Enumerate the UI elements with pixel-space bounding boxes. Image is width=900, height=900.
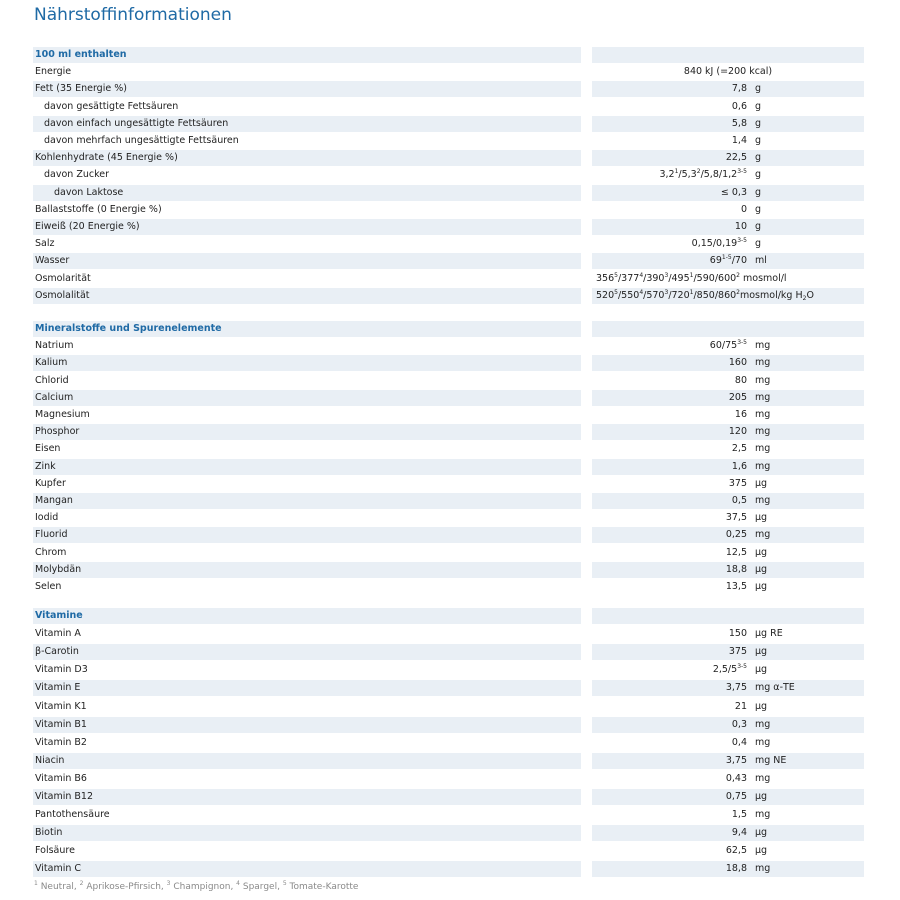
row-value: ≤ 0,3	[720, 186, 747, 198]
row-value: 0,6	[731, 100, 747, 112]
row-value: 2,5/5$^{3-5}$	[712, 663, 747, 676]
table-row	[33, 99, 864, 115]
row-value-cell	[592, 219, 864, 235]
row-label-cell	[33, 338, 581, 354]
row-label-cell	[33, 133, 581, 149]
row-label-cell	[33, 493, 581, 509]
row-value: 150	[728, 628, 747, 640]
table-row	[33, 459, 864, 475]
row-value: 375	[728, 477, 747, 489]
row-label: Kohlenhydrate (45 Energie %)	[35, 152, 178, 164]
row-unit: mg	[755, 426, 771, 438]
row-label: davon mehrfach ungesättigte Fettsäuren	[44, 135, 239, 146]
row-unit: g	[755, 169, 762, 181]
row-value-cell	[592, 527, 864, 543]
row-value-cell	[592, 236, 864, 252]
row-unit: µg	[755, 664, 768, 676]
row-unit: mg	[755, 809, 771, 821]
row-unit: mg	[755, 443, 771, 455]
section-header-value-cell	[592, 321, 864, 337]
row-value-cell	[592, 355, 864, 371]
row-value: 7,8	[731, 83, 747, 95]
row-label: Osmolarität	[35, 272, 91, 284]
row-value: 5,8	[731, 117, 747, 129]
table-row	[33, 626, 864, 642]
row-label-cell	[33, 735, 581, 751]
row-unit: mg	[755, 460, 771, 472]
row-label-cell	[33, 753, 581, 769]
row-unit: mg	[755, 863, 771, 875]
section-header-value-cell	[592, 608, 864, 624]
row-value-cell	[592, 424, 864, 440]
row-label-cell	[33, 219, 581, 235]
row-label: Kalium	[35, 357, 68, 369]
row-label-cell	[33, 579, 581, 595]
row-unit: mg	[755, 409, 771, 420]
row-unit: µg RE	[755, 628, 783, 640]
row-label: Ballaststoffe (0 Energie %)	[35, 203, 162, 215]
row-unit: µg	[755, 646, 768, 658]
row-label-cell	[33, 807, 581, 823]
row-value-cell	[592, 99, 864, 115]
row-value: 18,8	[725, 563, 747, 575]
row-value: 16	[734, 409, 747, 420]
row-label-cell	[33, 150, 581, 166]
table-row	[33, 424, 864, 440]
row-value: 0,5	[731, 495, 747, 506]
row-unit: mg	[755, 340, 771, 352]
table-row	[33, 825, 864, 841]
table-row	[33, 116, 864, 132]
section-header	[33, 47, 864, 63]
row-unit: µg	[755, 700, 768, 712]
row-label: Vitamin B6	[35, 772, 87, 784]
table-row	[33, 476, 864, 492]
row-label-cell	[33, 717, 581, 733]
row-label: davon gesättigte Fettsäuren	[44, 100, 179, 112]
row-unit: g	[755, 83, 762, 95]
row-label: Vitamin K1	[35, 700, 87, 712]
row-value-cell	[592, 843, 864, 859]
table-row	[33, 167, 864, 183]
row-label: Vitamin B1	[35, 718, 87, 730]
row-label: Magnesium	[35, 409, 90, 420]
row-unit: ml	[755, 255, 767, 267]
row-label-cell	[33, 441, 581, 457]
row-value: 120	[728, 426, 747, 438]
section-title: 100 ml enthalten	[35, 49, 127, 60]
row-label-cell	[33, 355, 581, 371]
row-value: 9,4	[731, 827, 747, 839]
row-unit: g	[755, 152, 762, 164]
row-label: Kupfer	[35, 477, 66, 489]
row-label-cell	[33, 202, 581, 218]
row-label: Biotin	[35, 827, 63, 839]
row-value-cell	[592, 717, 864, 733]
row-label: davon Laktose	[54, 186, 124, 198]
row-label: Folsäure	[35, 845, 75, 857]
row-unit: mg	[755, 374, 771, 386]
table-row	[33, 493, 864, 509]
row-value-cell	[592, 662, 864, 678]
table-row	[33, 355, 864, 371]
row-label: Fett (35 Energie %)	[35, 83, 127, 95]
table-row	[33, 789, 864, 805]
row-value: 0,43	[725, 772, 747, 784]
row-value: 0,4	[731, 736, 747, 748]
row-unit: mg α-TE	[755, 682, 795, 694]
row-value-cell	[592, 253, 864, 269]
table-row	[33, 288, 864, 304]
row-value: 2,5	[731, 443, 747, 455]
row-label-cell	[33, 253, 581, 269]
row-unit: mg	[755, 736, 771, 748]
row-unit: g	[755, 186, 762, 198]
row-value: 375	[728, 646, 747, 658]
row-value: 22,5	[725, 152, 747, 164]
row-label-cell	[33, 373, 581, 389]
row-value-cell	[592, 510, 864, 526]
row-value: 1,5	[731, 809, 747, 821]
row-unit: g	[755, 100, 762, 112]
row-label-cell	[33, 81, 581, 97]
table-row	[33, 390, 864, 406]
row-label-cell	[33, 116, 581, 132]
table-row	[33, 562, 864, 578]
table-row	[33, 236, 864, 252]
row-value-cell	[592, 81, 864, 97]
row-value-cell	[592, 202, 864, 218]
table-row	[33, 735, 864, 751]
row-label: Vitamin B12	[35, 791, 94, 802]
row-label: Fluorid	[35, 529, 68, 541]
row-value-cell	[592, 459, 864, 475]
table-row	[33, 219, 864, 235]
row-label: Energie	[35, 66, 72, 78]
row-value: 0,15/0,19$^{3-5}$	[691, 237, 747, 250]
row-label: Phosphor	[35, 426, 80, 438]
row-unit: g	[755, 135, 762, 146]
row-label-cell	[33, 185, 581, 201]
row-value-cell	[592, 579, 864, 595]
row-value: 21	[734, 700, 747, 712]
row-value-cell	[592, 64, 864, 80]
table-row	[33, 202, 864, 218]
row-label-cell	[33, 459, 581, 475]
row-value-cell	[592, 407, 864, 423]
table-row	[33, 185, 864, 201]
row-value-cell	[592, 753, 864, 769]
row-value: 62,5	[725, 845, 747, 857]
table-row	[33, 150, 864, 166]
table-row	[33, 510, 864, 526]
row-unit: mg	[755, 529, 771, 541]
row-label-cell	[33, 662, 581, 678]
row-label-cell	[33, 271, 581, 287]
table-row	[33, 373, 864, 389]
row-value-cell	[592, 133, 864, 149]
row-label: Eisen	[35, 443, 61, 455]
row-label: Vitamin C	[35, 863, 82, 875]
row-label-cell	[33, 236, 581, 252]
table-row	[33, 644, 864, 660]
row-unit: µg	[755, 581, 768, 592]
section-title: Mineralstoffe und Spurenelemente	[35, 323, 222, 334]
row-value-cell	[592, 167, 864, 183]
row-value: $356^5/377^4/390^3/495^1/590/600^2$ mosmol/l	[596, 271, 787, 284]
row-label: Salz	[35, 238, 55, 250]
row-value: 80	[734, 374, 747, 386]
row-unit: g	[755, 238, 762, 250]
row-value-cell	[592, 771, 864, 787]
row-value: 1,4	[731, 135, 747, 146]
row-label: davon einfach ungesättigte Fettsäuren	[44, 117, 229, 129]
row-label-cell	[33, 644, 581, 660]
row-label-cell	[33, 626, 581, 642]
row-label-cell	[33, 825, 581, 841]
row-label-cell	[33, 527, 581, 543]
row-unit: mg NE	[755, 754, 787, 766]
row-value: 1,6	[731, 460, 747, 472]
table-row	[33, 662, 864, 678]
table-row	[33, 771, 864, 787]
table-row	[33, 699, 864, 715]
table-row	[33, 253, 864, 269]
row-value: 3,75	[725, 682, 747, 694]
row-value-cell	[592, 545, 864, 561]
row-unit: µg	[755, 827, 768, 839]
row-value-cell	[592, 562, 864, 578]
table-row	[33, 338, 864, 354]
row-unit: mg	[755, 357, 771, 369]
row-value: 0,25	[725, 529, 747, 541]
row-value-cell	[592, 807, 864, 823]
row-label-cell	[33, 545, 581, 561]
row-label: β-Carotin	[35, 646, 79, 658]
row-label-cell	[33, 843, 581, 859]
table-row	[33, 545, 864, 561]
row-value: $520^5/550^4/570^3/720^1/850/860^2mosmol/kg$ $H_2O$	[596, 288, 814, 302]
row-value: 160	[728, 357, 747, 369]
row-label-cell	[33, 407, 581, 423]
page-title: Nährstoffinformationen	[34, 5, 232, 25]
row-label: Chlorid	[35, 374, 69, 386]
section-header-label	[33, 608, 581, 624]
row-label-cell	[33, 167, 581, 183]
row-label: Iodid	[35, 512, 59, 524]
row-unit: mg	[755, 495, 771, 506]
row-unit: µg	[755, 845, 768, 857]
row-label: davon Zucker	[44, 169, 109, 181]
row-value: 0,75	[725, 791, 747, 802]
row-value-cell	[592, 699, 864, 715]
row-value-cell	[592, 735, 864, 751]
row-unit: mg	[755, 772, 771, 784]
row-value: 13,5	[725, 581, 747, 592]
table-row	[33, 64, 864, 80]
row-label-cell	[33, 562, 581, 578]
row-value: 0	[740, 203, 747, 215]
row-value: 12,5	[725, 546, 747, 558]
row-label: Wasser	[35, 255, 70, 267]
row-label-cell	[33, 390, 581, 406]
row-value-cell	[592, 626, 864, 642]
table-row	[33, 407, 864, 423]
row-value: 18,8	[725, 863, 747, 875]
table-row	[33, 843, 864, 859]
row-unit: g	[755, 203, 762, 215]
row-value-cell	[592, 288, 864, 304]
row-value: 205	[728, 391, 747, 403]
row-label-cell	[33, 699, 581, 715]
row-label: Vitamin B2	[35, 736, 87, 748]
row-value-cell	[592, 338, 864, 354]
section-header	[33, 608, 864, 624]
row-label-cell	[33, 680, 581, 696]
row-label: Osmolalität	[35, 289, 90, 301]
row-unit: g	[755, 221, 762, 232]
row-value-cell	[592, 390, 864, 406]
row-unit: mg	[755, 718, 771, 730]
row-value-cell	[592, 441, 864, 457]
table-row	[33, 579, 864, 595]
row-label-cell	[33, 424, 581, 440]
row-label: Vitamin E	[35, 682, 81, 694]
row-unit: g	[755, 117, 762, 129]
table-row	[33, 271, 864, 287]
row-value: 37,5	[725, 512, 747, 524]
row-unit: µg	[755, 791, 768, 802]
row-label-cell	[33, 288, 581, 304]
section-header-label	[33, 321, 581, 337]
row-label: Pantothensäure	[35, 809, 110, 821]
table-row	[33, 753, 864, 769]
row-label-cell	[33, 510, 581, 526]
row-label: Chrom	[35, 546, 67, 558]
table-row	[33, 807, 864, 823]
section-title: Vitamine	[35, 610, 83, 621]
row-value-cell	[592, 493, 864, 509]
row-label: Eiweiß (20 Energie %)	[35, 221, 140, 232]
row-label: Vitamin D3	[35, 664, 88, 676]
row-value-cell	[592, 825, 864, 841]
row-value-cell	[592, 861, 864, 877]
row-label-cell	[33, 476, 581, 492]
row-value-cell	[592, 644, 864, 660]
section-header	[33, 321, 864, 337]
row-value: 60/75$^{3-5}$	[709, 339, 747, 352]
table-row	[33, 861, 864, 877]
row-label: Natrium	[35, 340, 74, 352]
row-label: Zink	[35, 460, 56, 472]
footnote: $^1$ Neutral, $^2$ Aprikose-Pfirsich, $^3$ Champignon, $^4$ Spargel, $^5$ Tomate-Karotte	[34, 880, 359, 892]
row-label: Vitamin A	[35, 628, 81, 640]
row-value-cell	[592, 680, 864, 696]
row-value-cell	[592, 789, 864, 805]
row-unit: µg	[755, 563, 768, 575]
row-unit: µg	[755, 477, 768, 489]
section-header-label	[33, 47, 581, 63]
row-value: 0,3	[731, 718, 747, 730]
row-value-cell	[592, 150, 864, 166]
table-row	[33, 527, 864, 543]
table-row	[33, 133, 864, 149]
row-unit: mg	[755, 391, 771, 403]
row-label: Calcium	[35, 391, 74, 403]
row-label-cell	[33, 64, 581, 80]
row-unit: µg	[755, 546, 768, 558]
row-value-cell	[592, 271, 864, 287]
row-value-cell	[592, 476, 864, 492]
row-label: Mangan	[35, 495, 73, 506]
row-value-cell	[592, 116, 864, 132]
row-value: 10	[734, 221, 747, 232]
row-label-cell	[33, 99, 581, 115]
row-unit: µg	[755, 512, 768, 524]
table-row	[33, 81, 864, 97]
row-value: 3,75	[725, 754, 747, 766]
row-value: $3,2^1/5,3^2/5,8/1,2^{3-5}$	[659, 168, 747, 181]
row-label: Selen	[35, 581, 62, 592]
row-label-cell	[33, 861, 581, 877]
row-value: 69$^{1-5}$/70	[709, 254, 747, 267]
section-header-value-cell	[592, 47, 864, 63]
row-label: Molybdän	[35, 563, 82, 575]
table-row	[33, 441, 864, 457]
row-label-cell	[33, 789, 581, 805]
table-row	[33, 717, 864, 733]
row-label-cell	[33, 771, 581, 787]
row-value: 840 kJ (=200 kcal)	[683, 66, 773, 78]
row-label: Niacin	[35, 754, 65, 766]
row-value-cell	[592, 185, 864, 201]
row-value-cell	[592, 373, 864, 389]
table-row	[33, 680, 864, 696]
